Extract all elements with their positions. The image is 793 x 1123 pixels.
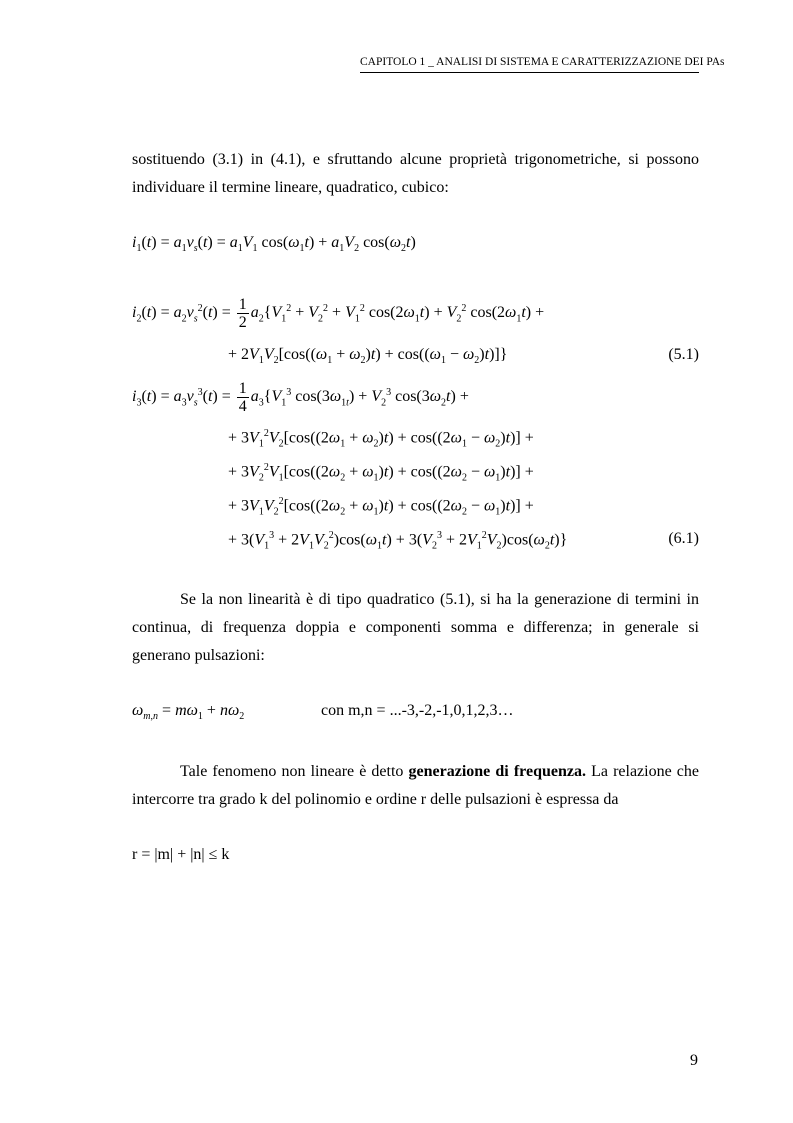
- order-relation: r = |m| + |n| ≤ k: [132, 846, 230, 863]
- running-header: CAPITOLO 1 _ ANALISI DI SISTEMA E CARATTERIZZAZIONE DEI PAs: [360, 56, 725, 68]
- equation-number: (5.1): [668, 346, 699, 363]
- equation-number: (6.1): [668, 530, 699, 547]
- quadratic-explanation-paragraph: [132, 586, 699, 670]
- page-number: 9: [690, 1052, 698, 1069]
- text-run: Tale fenomeno non lineare è detto: [180, 763, 409, 780]
- intro-line: individuare il termine lineare, quadratico, cubico:: [132, 179, 449, 196]
- bold-term: generazione di frequenza.: [408, 763, 586, 780]
- intro-line: sostituendo (3.1) in (4.1), e sfruttando alcune proprietà trigonometriche, si possono: [132, 151, 699, 168]
- header-underline: [360, 72, 699, 73]
- fraction-one-half: $\frac{1}{2}$: [238, 296, 247, 331]
- equation-cubic-term-line2: + $3V_1^2V_2[\cos((2\omega_1 + \omega_2)t) + \cos((2\omega_1 - \omega_2)t)]$ +: [228, 428, 534, 450]
- frequency-generation-paragraph: [132, 758, 699, 814]
- equation-cubic-term-line5: + $3(V_1^3 + 2V_1V_2^2)\cos(\omega_1t) + 3(V_2^3 + 2V_1^2V_2)\cos(\omega_2t)$}: [228, 530, 568, 552]
- paragraph-line: [132, 758, 699, 786]
- paragraph-line: generano pulsazioni:: [132, 647, 265, 664]
- paragraph-line: Se la non linearità è di tipo quadratico (5.1), si ha la generazione di termini in: [180, 591, 699, 608]
- equation-cubic-term: $i_3(t) = a_3v_s^3(t)$ = $\frac{1}{4}$ $a_3\{V_1^3$ $\cos(3\omega_{1t}) + V_2^3$ $\cos(3\omega_2t)$ +: [132, 380, 469, 415]
- equation-quadratic-term: $i_2(t) = a_2v_s^2(t)$ = $\frac{1}{2}$ $a_2\{V_1^2 + V_2^2 + V_1^2$ $\cos(2\omega_1t) + V_2^2$ $\cos(2\omega_1t)$ +: [132, 296, 545, 331]
- fraction-one-quarter: $\frac{1}{4}$: [238, 380, 247, 415]
- paragraph-line: continua, di frequenza doppia e componenti somma e differenza; in generale si: [132, 619, 699, 636]
- equation-pulsations: $\omega_{m,n} = m\omega_1 + n\omega_2$: [132, 702, 245, 723]
- pulsation-condition: con m,n = ...-3,-2,-1,0,1,2,3…: [321, 702, 514, 719]
- equation-cubic-term-line3: + $3V_2^2V_1[\cos((2\omega_2 + \omega_1)t) + \cos((2\omega_2 - \omega_1)t)]$ +: [228, 462, 534, 484]
- intro-paragraph: [132, 146, 699, 202]
- equation-linear-term: $i_1(t) = a_1v_s(t) = a_1V_1$ $\cos(\omega_1t) + a_1V_2$ $\cos(\omega_2t)$: [132, 234, 416, 255]
- text-run: La relazione che: [585, 763, 700, 780]
- equation-cubic-term-line4: + $3V_1V_2^2[\cos((2\omega_2 + \omega_1)t) + \cos((2\omega_2 - \omega_1)t)]$ +: [228, 496, 534, 518]
- paragraph-line: intercorre tra grado k del polinomio e ordine r delle pulsazioni è espressa da: [132, 791, 619, 808]
- equation-quadratic-term-continued: + $2V_1V_2[\cos((\omega_1 + \omega_2)t) + \cos((\omega_1 - \omega_2)t)]$}: [228, 346, 508, 367]
